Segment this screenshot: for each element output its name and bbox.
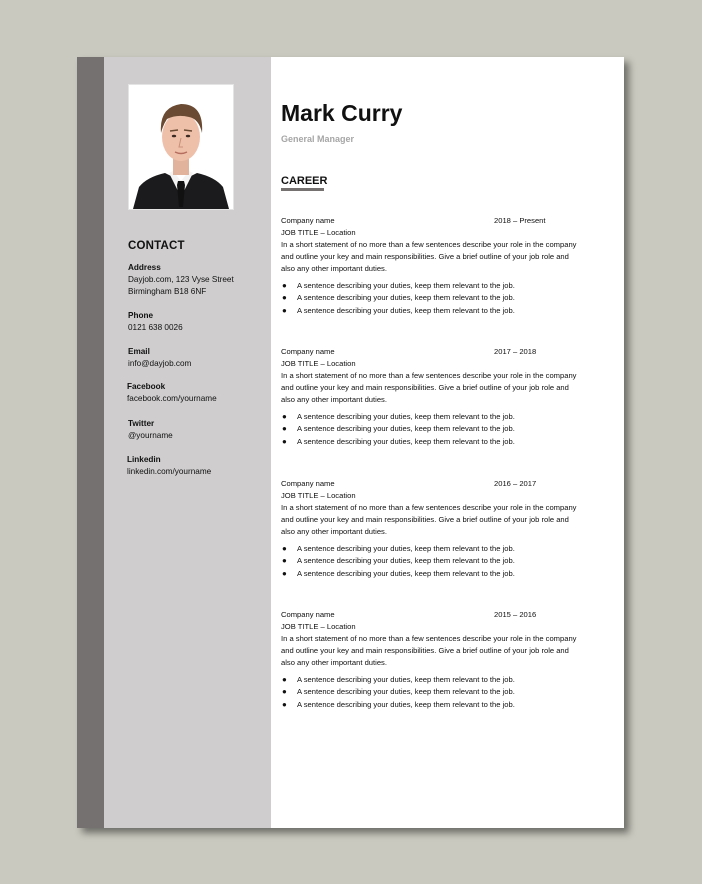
duty-text: A sentence describing your duties, keep them relevant to the job. <box>297 293 515 303</box>
duty-text: A sentence describing your duties, keep them relevant to the job. <box>297 556 515 566</box>
list-item <box>281 674 581 686</box>
bullet-icon: ● <box>282 699 287 709</box>
job-dates: 2016 – 2017 <box>494 479 537 488</box>
bullet-icon: ● <box>282 568 287 578</box>
job-company: Company name <box>281 479 335 488</box>
job-company: Company name <box>281 216 335 225</box>
contact-phone-label: Phone <box>128 311 154 320</box>
bullet-icon: ● <box>282 436 287 446</box>
job-description: In a short statement of no more than a few sentences describe your role in the company and outline your key and main responsibilities. Give a brief outline of your job role and also any other important duties. <box>281 240 577 274</box>
job-description: In a short statement of no more than a few sentences describe your role in the company and outline your key and main responsibilities. Give a brief outline of your job role and also any other important duties. <box>281 371 577 405</box>
duty-text: A sentence describing your duties, keep them relevant to the job. <box>297 544 515 554</box>
list-item <box>281 423 581 435</box>
contact-address-label: Address <box>128 263 161 272</box>
job-dates: 2017 – 2018 <box>494 347 537 356</box>
candidate-name: Mark Curry <box>281 100 403 126</box>
job-entry-4 <box>281 609 581 711</box>
list-item <box>281 292 581 304</box>
job-entry-1 <box>281 215 581 317</box>
duty-text: A sentence describing your duties, keep them relevant to the job. <box>297 412 515 422</box>
candidate-title: General Manager <box>281 134 355 144</box>
contact-linkedin-value[interactable]: linkedin.com/yourname <box>127 467 212 476</box>
contact-heading: CONTACT <box>128 240 185 252</box>
list-item <box>281 699 581 711</box>
contact-phone <box>128 310 183 334</box>
list-item <box>281 305 581 317</box>
bullet-icon: ● <box>282 687 287 697</box>
duty-text: A sentence describing your duties, keep them relevant to the job. <box>297 687 515 697</box>
contact-twitter-value[interactable]: @yourname <box>128 431 173 440</box>
job-title: JOB TITLE – Location <box>281 491 356 500</box>
duty-text: A sentence describing your duties, keep them relevant to the job. <box>297 699 515 709</box>
sidebar-stripe <box>77 57 104 828</box>
contact-facebook-label: Facebook <box>127 382 166 391</box>
job-duties-list <box>281 674 581 710</box>
job-description: In a short statement of no more than a few sentences describe your role in the company and outline your key and main responsibilities. Give a brief outline of your job role and also any other important duties. <box>281 634 577 668</box>
bullet-icon: ● <box>282 675 287 685</box>
contact-email-value[interactable]: info@dayjob.com <box>128 359 192 368</box>
list-item <box>281 436 581 448</box>
profile-photo <box>128 84 234 210</box>
contact-twitter <box>128 418 173 442</box>
job-entry-2 <box>281 346 581 448</box>
duty-text: A sentence describing your duties, keep them relevant to the job. <box>297 675 515 685</box>
duty-text: A sentence describing your duties, keep them relevant to the job. <box>297 424 515 434</box>
bullet-icon: ● <box>282 544 287 554</box>
job-duties-list <box>281 543 581 579</box>
bullet-icon: ● <box>282 412 287 422</box>
duty-text: A sentence describing your duties, keep them relevant to the job. <box>297 281 515 291</box>
list-item <box>281 555 581 567</box>
bullet-icon: ● <box>282 556 287 566</box>
job-company: Company name <box>281 610 335 619</box>
bullet-icon: ● <box>282 424 287 434</box>
job-description: In a short statement of no more than a few sentences describe your role in the company and outline your key and main responsibilities. Give a brief outline of your job role and also any other important duties. <box>281 503 577 537</box>
bullet-icon: ● <box>282 281 287 291</box>
list-item <box>281 686 581 698</box>
bullet-icon: ● <box>282 293 287 303</box>
job-entry-3 <box>281 478 581 580</box>
job-duties-list <box>281 411 581 447</box>
portrait-image <box>129 85 233 209</box>
contact-email-label: Email <box>128 347 150 356</box>
job-duties-list <box>281 280 581 316</box>
career-heading: CAREER <box>281 175 328 187</box>
job-company: Company name <box>281 347 335 356</box>
job-dates: 2015 – 2016 <box>494 610 537 619</box>
duty-text: A sentence describing your duties, keep them relevant to the job. <box>297 305 515 315</box>
contact-linkedin <box>127 454 211 478</box>
contact-address <box>128 262 234 298</box>
list-item <box>281 568 581 580</box>
duty-text: A sentence describing your duties, keep them relevant to the job. <box>297 436 515 446</box>
job-title: JOB TITLE – Location <box>281 228 356 237</box>
contact-facebook-value[interactable]: facebook.com/yourname <box>127 394 217 403</box>
contact-address-line-2: Birmingham B18 6NF <box>128 287 207 296</box>
list-item <box>281 280 581 292</box>
bullet-icon: ● <box>282 305 287 315</box>
sidebar <box>104 57 271 828</box>
career-heading-underline <box>281 188 324 191</box>
contact-address-line-1: Dayjob.com, 123 Vyse Street <box>128 275 234 284</box>
job-title: JOB TITLE – Location <box>281 359 356 368</box>
contact-phone-value: 0121 638 0026 <box>128 323 183 332</box>
job-title: JOB TITLE – Location <box>281 622 356 631</box>
list-item <box>281 411 581 423</box>
resume-page <box>77 57 624 828</box>
job-dates: 2018 – Present <box>494 216 546 225</box>
contact-email <box>128 346 191 370</box>
contact-linkedin-label: Linkedin <box>127 455 161 464</box>
contact-facebook <box>127 381 217 405</box>
list-item <box>281 543 581 555</box>
main-content <box>281 57 611 828</box>
duty-text: A sentence describing your duties, keep them relevant to the job. <box>297 568 515 578</box>
contact-twitter-label: Twitter <box>128 419 155 428</box>
